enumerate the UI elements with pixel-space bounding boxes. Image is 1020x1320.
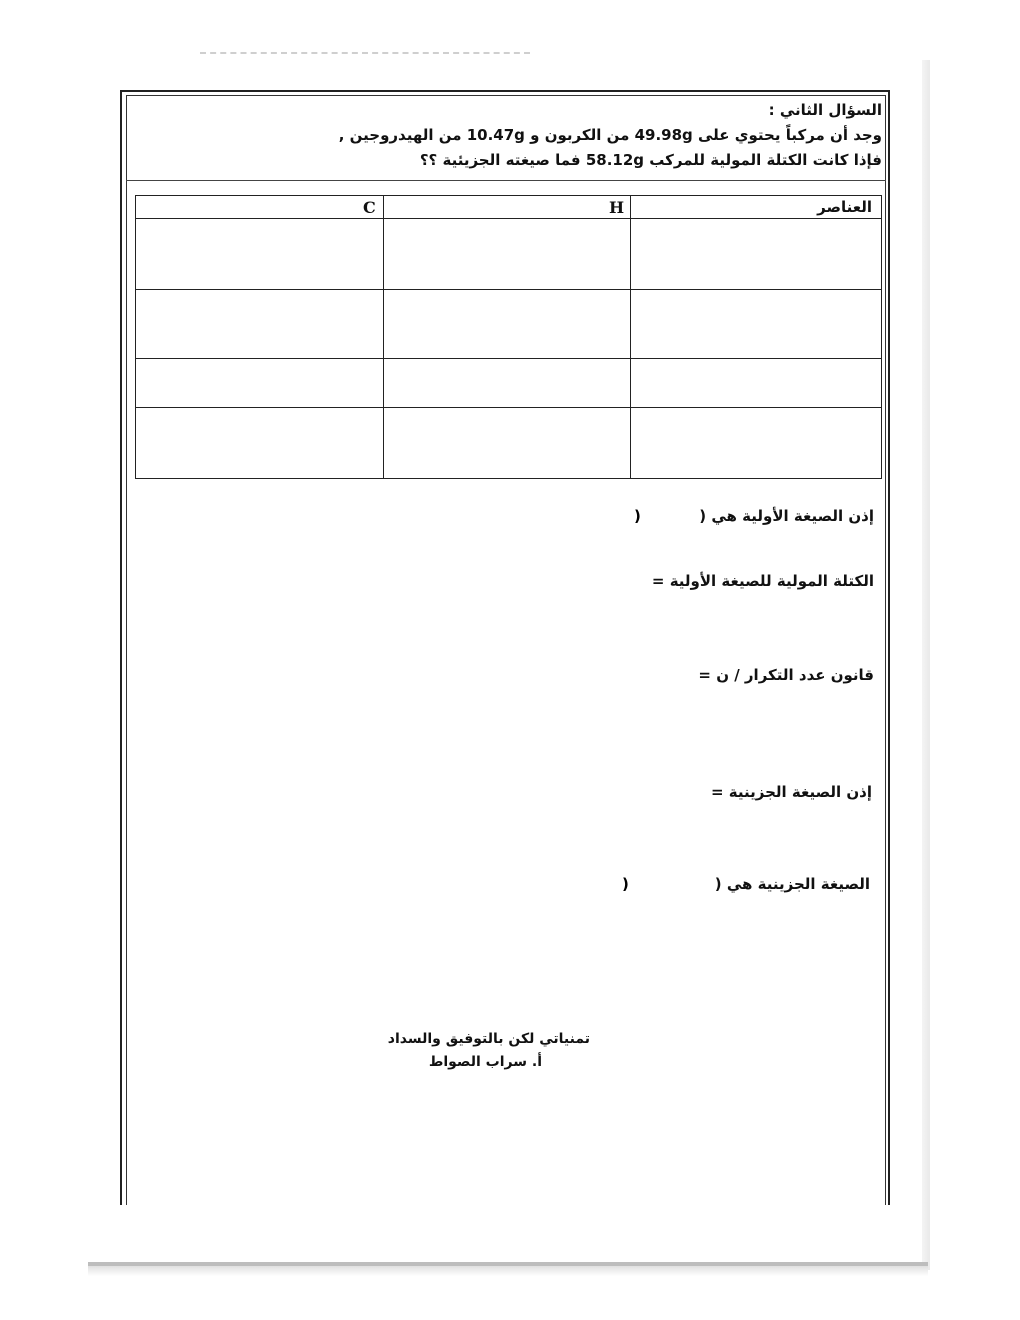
- table-row-divider: [135, 289, 882, 290]
- empirical-formula-close-paren: ): [634, 507, 641, 525]
- table-column-divider: [630, 195, 631, 479]
- repetition-law-line: قانون عدد التكرار / ن =: [698, 666, 874, 684]
- molecular-formula-equation-line: إذن الصيغة الجزينية =: [710, 783, 872, 801]
- calculation-table: [135, 195, 882, 479]
- question-text-line-2: فإذا كانت الكتلة المولية للمركب 58.12g فما صيغته الجزيئية ؟؟: [419, 151, 882, 169]
- molecular-formula-close-paren: ): [622, 875, 629, 893]
- question-box-divider: [126, 180, 886, 181]
- table-header-divider: [135, 218, 882, 219]
- question-text-line-1: وجد أن مركباً يحتوي على 49.98g من الكربون و 10.47g من الهيدروجين ,: [338, 126, 882, 144]
- table-row-divider: [135, 358, 882, 359]
- table-column-divider: [383, 195, 384, 479]
- scan-artifact-bottom-shadow: [88, 1266, 928, 1276]
- empirical-molar-mass-line: الكتلة المولية للصيغة الأولية =: [651, 572, 874, 590]
- table-header-hydrogen: H: [609, 198, 625, 217]
- table-header-elements: العناصر: [817, 198, 872, 216]
- scan-artifact-top: [200, 52, 530, 54]
- empirical-formula-line: إذن الصيغة الأولية هي (: [699, 507, 874, 525]
- table-header-carbon: C: [363, 198, 376, 217]
- teacher-signature: أ. سراب الصواط: [428, 1054, 542, 1070]
- scan-artifact-right-edge: [922, 60, 930, 1270]
- molecular-formula-line: الصيغة الجزينية هي (: [714, 875, 870, 893]
- closing-wish: تمنياتي لكن بالتوفيق والسداد: [387, 1031, 590, 1047]
- table-row-divider: [135, 407, 882, 408]
- question-title: السؤال الثاني :: [768, 101, 882, 119]
